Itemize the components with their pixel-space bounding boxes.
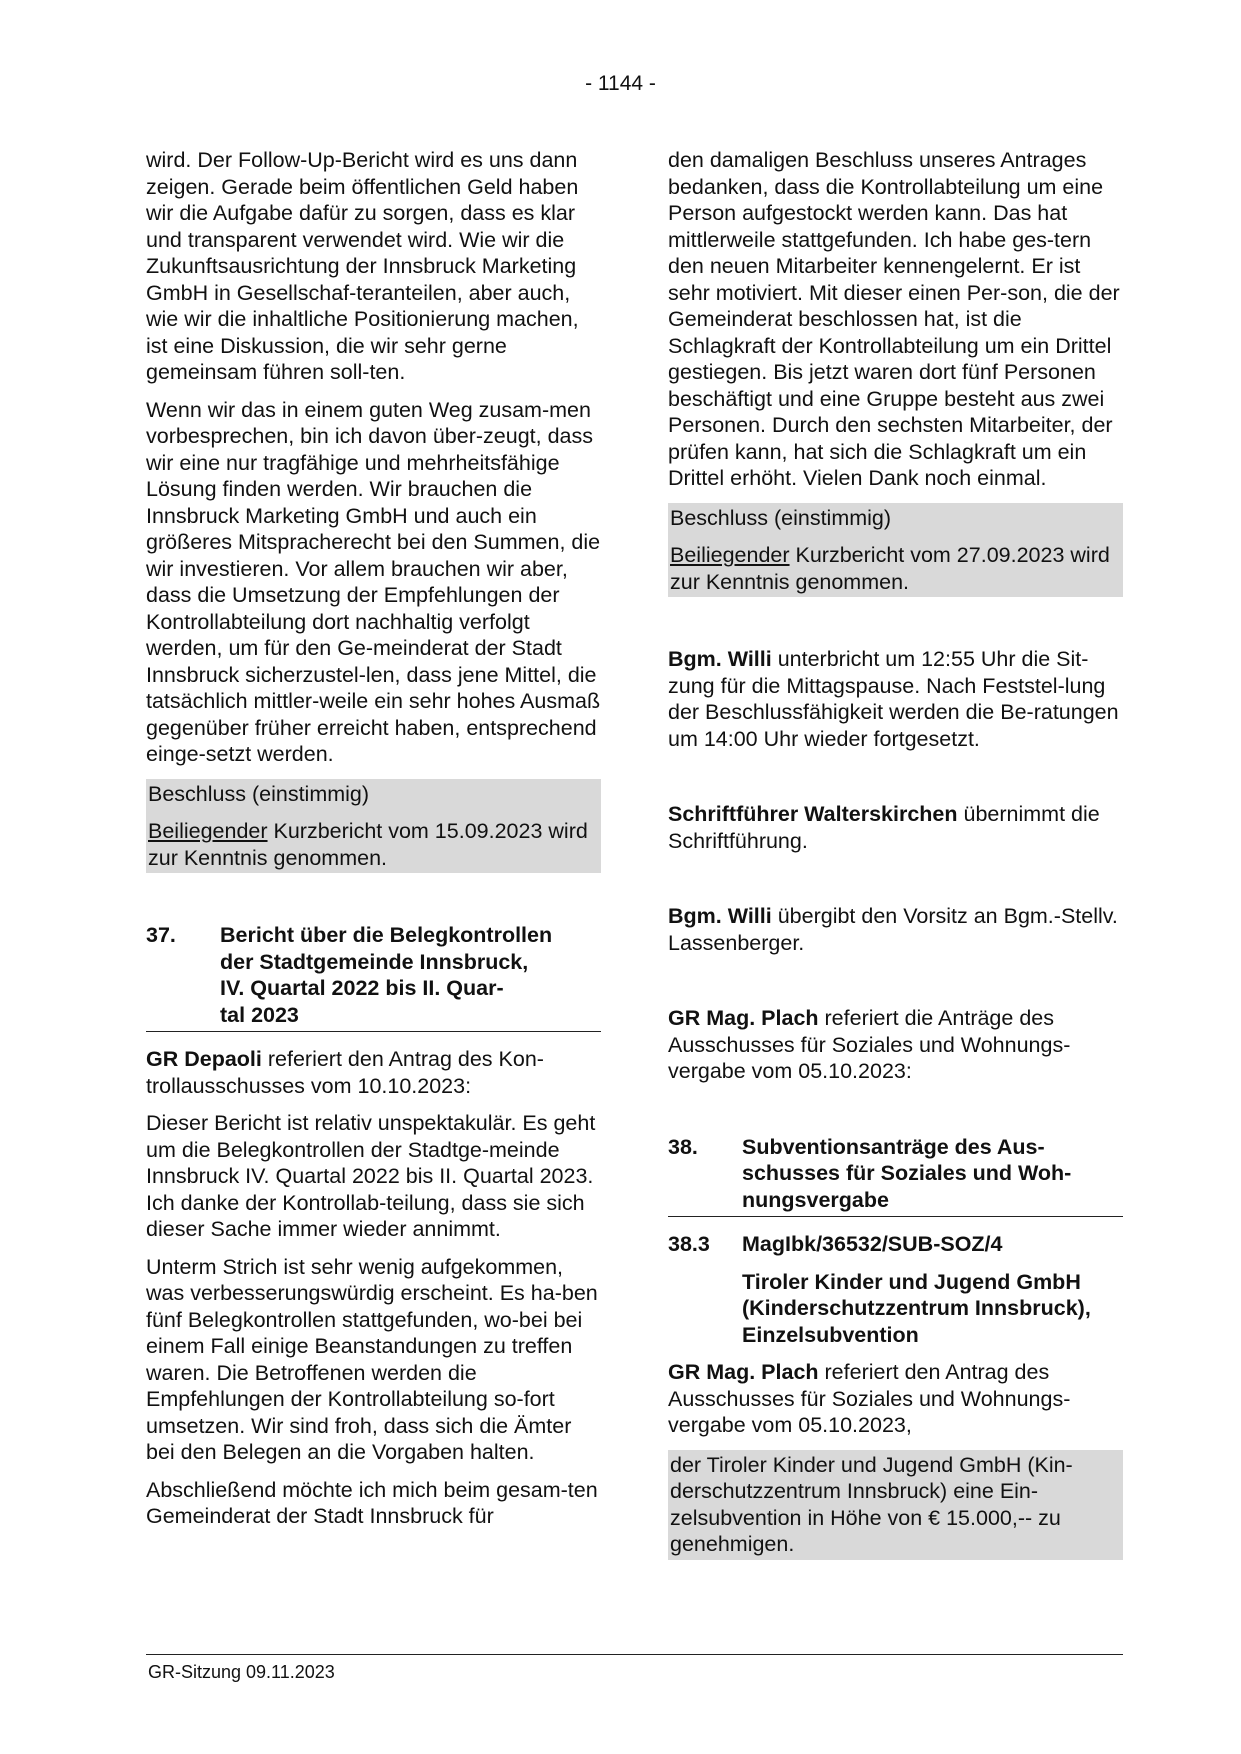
note-paragraph [668, 903, 1123, 956]
resolution-title: Beschluss (einstimmig) [148, 781, 370, 806]
footer-rule [146, 1654, 1123, 1655]
paragraph: wird. Der Follow-Up-Bericht wird es uns dann zeigen. Gerade beim öffentlichen Geld haben wir die Aufgabe dafür zu sorgen, dass es klar und transparent verwendet wird. Wie wir die Zukunftsausrichtung der Innsbruck Marketing GmbH in Gesellschaf-teranteilen, aber auch, wie wir die inhaltliche Positionierung machen, ist eine Diskussion, die wir sehr gerne gemeinsam führen soll-ten. [146, 148, 579, 384]
subsection-heading [668, 1231, 1123, 1258]
section-title-line: IV. Quartal 2022 bis II. Quar- [220, 976, 504, 1000]
note-text: übergibt den Vorsitz an Bgm.-Stellv. Lassenberger. [668, 904, 1118, 955]
note-text: referiert die Anträge des Ausschusses für Soziales und Wohnungs-vergabe vom 05.10.2023: [668, 1006, 1071, 1083]
section-title-line: der Stadtgemeinde Innsbruck, [220, 949, 529, 974]
resolution-text [148, 818, 599, 871]
section-number: 38. [668, 1134, 698, 1159]
note-paragraph [668, 646, 1123, 752]
paragraph: Wenn wir das in einem guten Weg zusam-men vorbesprechen, bin ich davon über-zeugt, dass wir eine nur tragfähige und mehrheitsfähige Lösung finden werden. Wir brauchen die Innsbruck Marketing GmbH und auch ein größeres Mitspracherecht bei den Summen, die wir investieren. Vor allem brauchen wir aber, dass die Umsetzung der Empfehlungen der Kontrollabteilung dort nachhaltig verfolgt werden, um für den Ge-meinderat der Stadt Innsbruck sicherzustel-len, dass jene Mittel, die tatsächlich mittler-weile ein sehr hohes Ausmaß gegenüber früher erreicht haben, entsprechend einge-setzt werden. [146, 397, 601, 766]
left-column [146, 147, 601, 1541]
note-paragraph [668, 1005, 1123, 1085]
motion-box [668, 1450, 1123, 1560]
footer-text: GR-Sitzung 09.11.2023 [148, 1662, 335, 1682]
section-title [220, 922, 601, 1028]
note-text: unterbricht um 12:55 Uhr die Sit-zung für die Mittagspause. Nach Feststel-lung der Beschlussfähigkeit werden die Be-ratungen um 14:00 Uhr wieder fortgesetzt. [668, 647, 1119, 751]
note-paragraph [668, 1359, 1123, 1439]
section-title-line: Subventionsanträge des Aus- [742, 1134, 1045, 1159]
resolution-rest: Kurzbericht vom 15.09.2023 wird zur Kenntnis genommen. [148, 819, 588, 870]
motion-text: der Tiroler Kinder und Jugend GmbH (Kin-derschutzzentrum Innsbruck) eine Ein-zelsubvention in Höhe von € 15.000,-- zu genehmigen. [670, 1452, 1073, 1556]
subsection-title-row [668, 1269, 1123, 1349]
note-paragraph [668, 801, 1123, 854]
section-heading-38 [668, 1134, 1123, 1218]
speaker-name: GR Mag. Plach [668, 1006, 819, 1030]
right-column [668, 147, 1123, 1571]
subsection-number: 38.3 [668, 1232, 710, 1256]
speaker-name: GR Depaoli [146, 1047, 262, 1071]
resolution-box [146, 779, 601, 874]
section-number: 37. [146, 923, 176, 947]
paragraph: Abschließend möchte ich mich beim gesam-ten Gemeinderat der Stadt Innsbruck für [146, 1477, 598, 1528]
resolution-title: Beschluss (einstimmig) [670, 505, 892, 530]
page-number: - 1144 - [585, 72, 656, 95]
section-title [742, 1134, 1123, 1214]
resolution-link-word: Beiliegender [670, 543, 790, 567]
section-title-line: Bericht über die Belegkontrollen [220, 923, 553, 947]
speaker-name: Bgm. Willi [668, 647, 772, 671]
subsection-code: MagIbk/36532/SUB-SOZ/4 [742, 1232, 1003, 1256]
paragraph: Dieser Bericht ist relativ unspektakulär. Es geht um die Belegkontrollen der Stadtge-meinde Innsbruck IV. Quartal 2022 bis II. Quartal 2023. Ich danke der Kontrollab-teilung, dass sie sich dieser Sache immer wieder annimmt. [146, 1111, 596, 1241]
speaker-name: Bgm. Willi [668, 904, 772, 928]
intro-paragraph [146, 1046, 601, 1099]
paragraph: den damaligen Beschluss unseres Antrages bedanken, dass die Kontrollabteilung um eine Person aufgestockt werden kann. Das hat mittlerweile stattgefunden. Ich habe ges-tern den neuen Mitarbeiter kennengelernt. Er ist sehr motiviert. Mit dieser einen Per-son, die der Gemeinderat beschlossen hat, ist die Schlagkraft der Kontrollabteilung um ein Drittel gestiegen. Bis jetzt waren dort fünf Personen beschäftigt und eine Gruppe besteht aus zwei Personen. Durch den sechsten Mitarbeiter, der prüfen kann, hat sich die Schlagkraft um ein Drittel erhöht. Vielen Dank noch einmal. [668, 148, 1120, 490]
section-title-line: nungsvergabe [742, 1187, 889, 1212]
resolution-text [670, 542, 1121, 595]
note-text: übernimmt die Schriftführung. [668, 802, 1100, 853]
speaker-name: Schriftführer Walterskirchen [668, 802, 958, 826]
section-heading-37 [146, 922, 601, 1032]
section-title-line: tal 2023 [220, 1002, 299, 1027]
resolution-box [668, 503, 1123, 598]
paragraph: Unterm Strich ist sehr wenig aufgekommen, was verbesserungswürdig erscheint. Es ha-ben fünf Belegkontrollen stattgefunden, wo-bei bei einem Fall einige Beanstandungen zu treffen waren. Die Betroffenen werden die Empfehlungen der Kontrollabteilung so-fort umsetzen. Wir sind froh, dass sich die Ämter bei den Belegen an die Vorgaben halten. [146, 1254, 598, 1464]
subsection-title: Tiroler Kinder und Jugend GmbH (Kinderschutzzentrum Innsbruck), Einzelsubvention [742, 1269, 1091, 1347]
note-text: referiert den Antrag des Ausschusses für Soziales und Wohnungs-vergabe vom 05.10.2023, [668, 1360, 1071, 1437]
resolution-rest: Kurzbericht vom 27.09.2023 wird zur Kenntnis genommen. [670, 543, 1110, 594]
spacer [668, 1269, 742, 1349]
resolution-link-word: Beiliegender [148, 819, 268, 843]
intro-text: referiert den Antrag des Kon-trollausschusses vom 10.10.2023: [146, 1047, 544, 1098]
section-title-line: schusses für Soziales und Woh- [742, 1161, 1072, 1185]
speaker-name: GR Mag. Plach [668, 1360, 819, 1384]
